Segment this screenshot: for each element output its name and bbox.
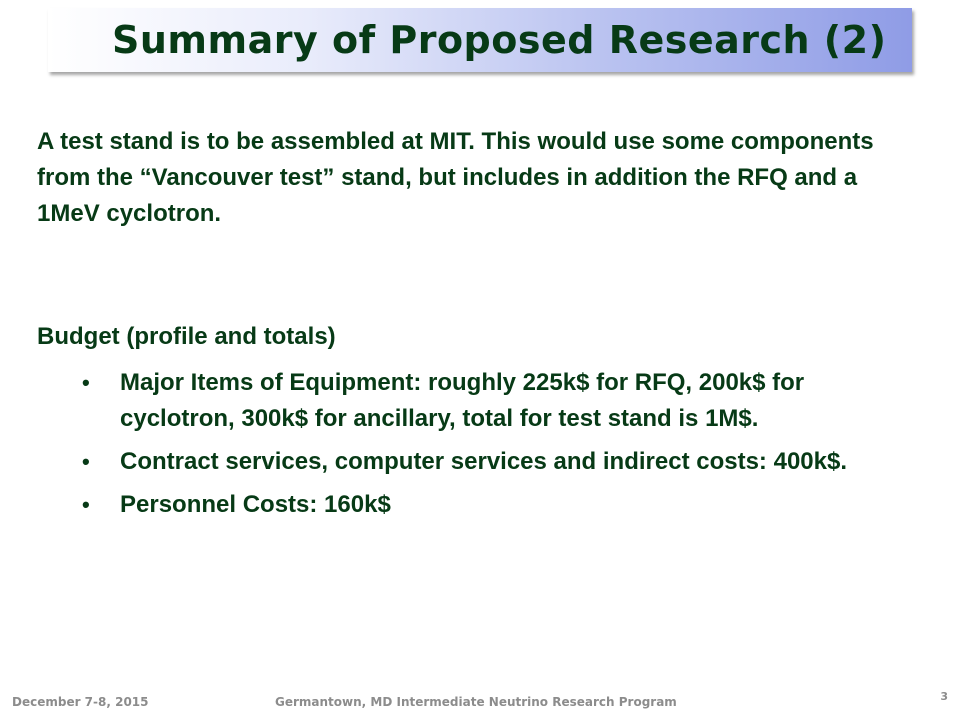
slide-title: Summary of Proposed Research (2) [112, 18, 887, 62]
budget-item-equipment [82, 365, 922, 437]
bullet-icon: • [82, 370, 90, 395]
budget-item-text: Personnel Costs: 160k$ [120, 491, 391, 518]
bullet-icon: • [82, 449, 90, 474]
budget-item-personnel [82, 487, 922, 523]
budget-heading: Budget (profile and totals) [37, 323, 336, 350]
intro-paragraph: A test stand is to be assembled at MIT. This would use some components from the “Vancouver test” stand, but includes in addition the RFQ and a 1MeV cyclotron. [37, 128, 874, 227]
slide-number: 3 [940, 690, 948, 703]
budget-item-text: Major Items of Equipment: roughly 225k$ for RFQ, 200k$ for cyclotron, 300k$ for ancillary, total for test stand is 1M$. [120, 369, 805, 432]
budget-bullet-list [82, 365, 922, 530]
budget-item-text: Contract services, computer services and indirect costs: 400k$. [120, 448, 847, 475]
footer-date: December 7-8, 2015 [12, 695, 149, 709]
bullet-icon: • [82, 492, 90, 517]
footer-location-program: Germantown, MD Intermediate Neutrino Research Program [275, 695, 677, 709]
budget-item-services [82, 444, 922, 480]
